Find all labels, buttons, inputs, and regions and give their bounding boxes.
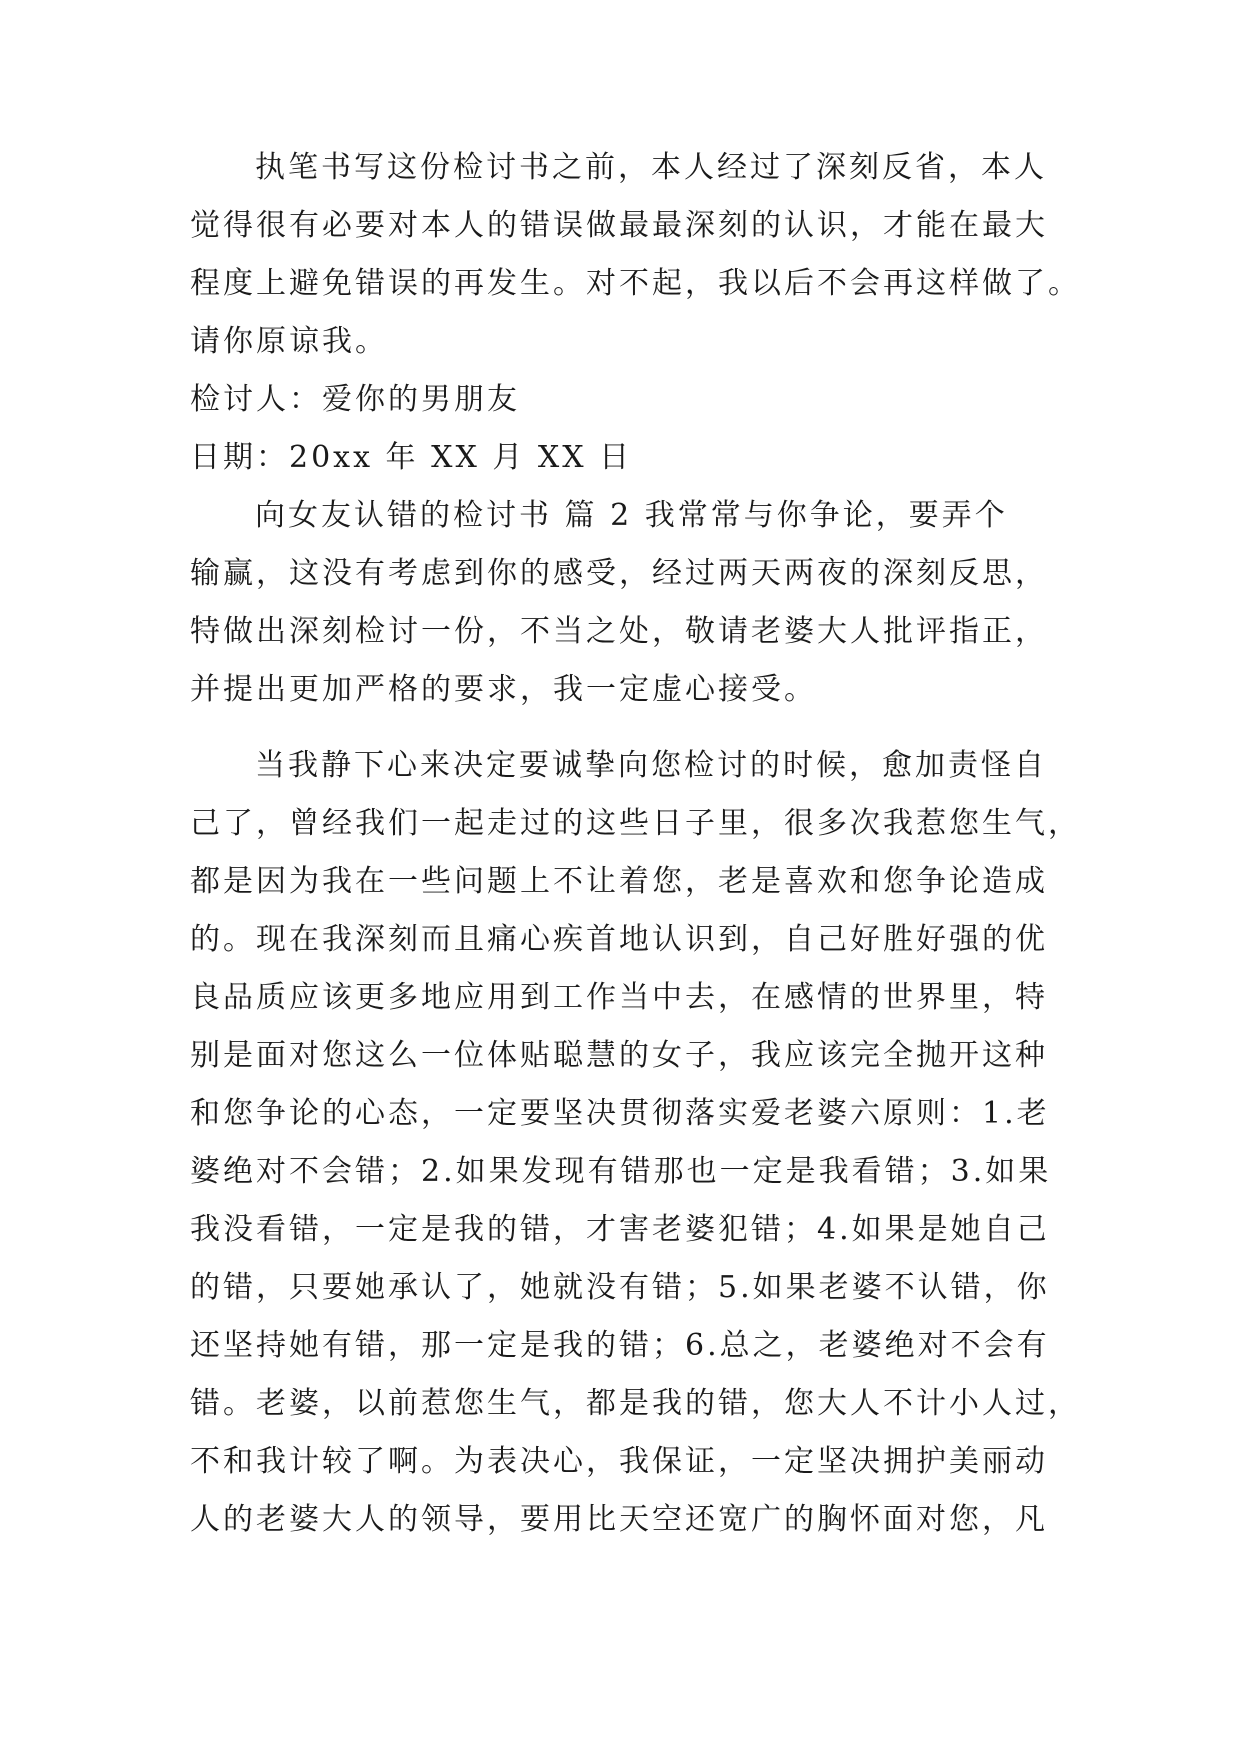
paragraph-line: 的。现在我深刻而且痛心疾首地认识到，自己好胜好强的优 xyxy=(190,922,1048,957)
signature-line: 检讨人：爱你的男朋友 xyxy=(190,382,520,417)
paragraph-line: 错。老婆，以前惹您生气，都是我的错，您大人不计小人过， xyxy=(190,1386,1081,1421)
section-heading-line: 向女友认错的检讨书 篇 2 我常常与你争论，要弄个 xyxy=(255,498,1008,533)
paragraph-line: 觉得很有必要对本人的错误做最最深刻的认识，才能在最大 xyxy=(190,208,1048,243)
paragraph-line: 并提出更加严格的要求，我一定虚心接受。 xyxy=(190,672,817,707)
paragraph-line: 的错，只要她承认了，她就没有错；5.如果老婆不认错，你 xyxy=(190,1270,1050,1305)
paragraph-line: 执笔书写这份检讨书之前，本人经过了深刻反省，本人 xyxy=(255,150,1047,185)
paragraph-line: 人的老婆大人的领导，要用比天空还宽广的胸怀面对您，凡 xyxy=(190,1502,1048,1537)
paragraph-line: 别是面对您这么一位体贴聪慧的女子，我应该完全抛开这种 xyxy=(190,1038,1048,1073)
paragraph-line: 当我静下心来决定要诚挚向您检讨的时候，愈加责怪自 xyxy=(255,748,1047,783)
paragraph-line: 还坚持她有错，那一定是我的错；6.总之，老婆绝对不会有 xyxy=(190,1328,1050,1363)
paragraph-line: 特做出深刻检讨一份，不当之处，敬请老婆大人批评指正， xyxy=(190,614,1048,649)
paragraph-line: 都是因为我在一些问题上不让着您，老是喜欢和您争论造成 xyxy=(190,864,1048,899)
paragraph-line: 我没看错，一定是我的错，才害老婆犯错；4.如果是她自己 xyxy=(190,1212,1050,1247)
paragraph-line: 和您争论的心态，一定要坚决贯彻落实爱老婆六原则：1.老 xyxy=(190,1096,1050,1131)
paragraph-line: 良品质应该更多地应用到工作当中去，在感情的世界里，特 xyxy=(190,980,1048,1015)
paragraph-line: 请你原谅我。 xyxy=(190,324,388,359)
paragraph-line: 程度上避免错误的再发生。对不起，我以后不会再这样做了。 xyxy=(190,266,1081,301)
date-line: 日期：20xx 年 XX 月 XX 日 xyxy=(190,440,633,475)
paragraph-line: 己了，曾经我们一起走过的这些日子里，很多次我惹您生气， xyxy=(190,806,1081,841)
paragraph-line: 输赢，这没有考虑到你的感受，经过两天两夜的深刻反思， xyxy=(190,556,1048,591)
paragraph-line: 婆绝对不会错；2.如果发现有错那也一定是我看错；3.如果 xyxy=(190,1154,1052,1189)
paragraph-line: 不和我计较了啊。为表决心，我保证，一定坚决拥护美丽动 xyxy=(190,1444,1048,1479)
